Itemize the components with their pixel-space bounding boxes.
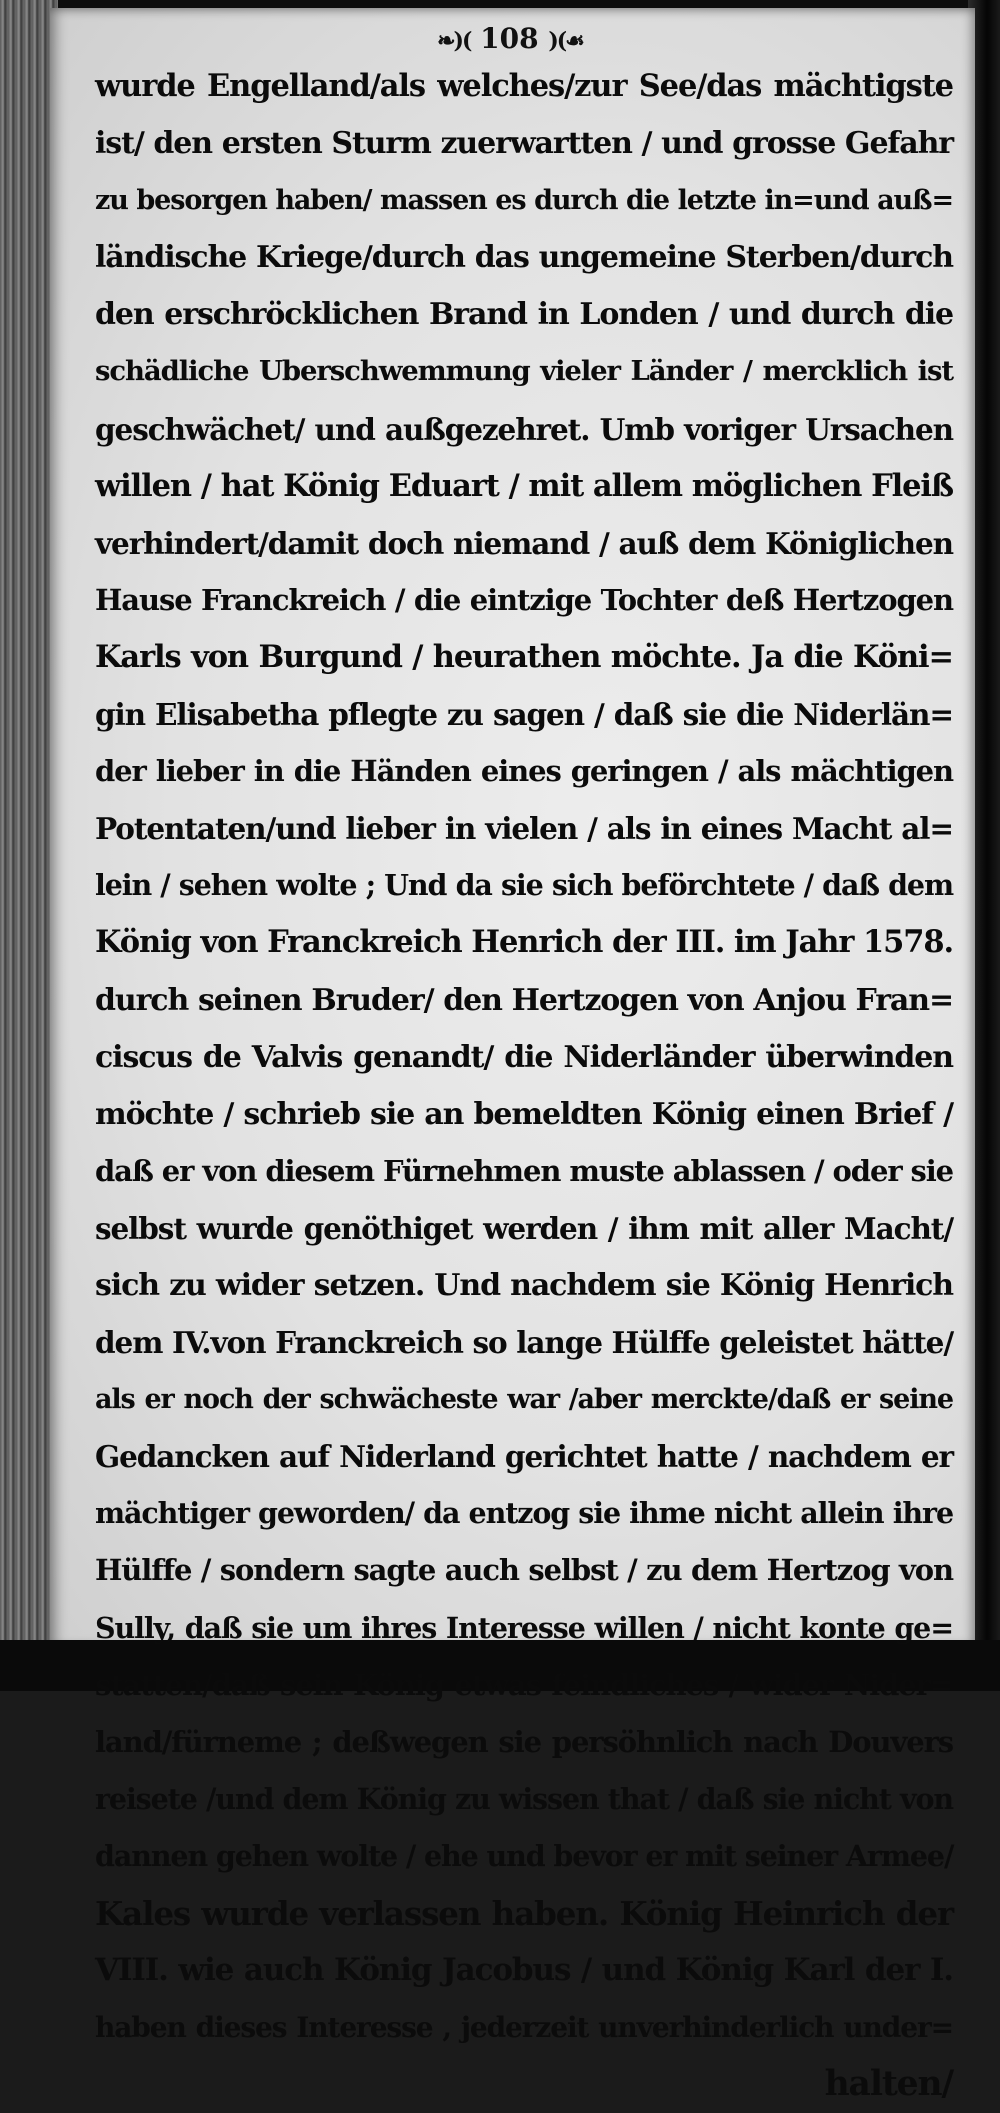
text-line: halten/ — [824, 2064, 953, 2105]
text-line: möchte / schrieb sie an bemeldten König einen Brief / — [95, 1096, 953, 1132]
text-line: statten/daß sein König etwas feindliches / wider Nider= — [95, 1667, 953, 1702]
text-line: daß er von diesem Fürnehmen muste ablassen / oder sie — [95, 1153, 953, 1188]
text-line: als er noch der schwächeste war /aber merckte/daß er seine — [95, 1384, 953, 1416]
text-line: geschwächet/ und außgezehret. Umb voriger Ursachen — [95, 411, 953, 447]
text-line: mächtiger geworden/ da entzog sie ihme nicht allein ihre — [95, 1496, 953, 1531]
text-line: Sully, daß sie um ihres Interesse willen / nicht konte ge= — [95, 1610, 953, 1645]
text-line: Hülffe / sondern sagte auch selbst / zu dem Hertzog von — [95, 1553, 953, 1588]
text-line: Hause Franckreich / die eintzige Tochter deß Hertzogen — [95, 582, 953, 617]
text-line: Karls von Burgund / heurathen möchte. Ja die Köni= — [95, 638, 953, 675]
text-line: wurde Engelland/als welches/zur See/das mächtigste — [95, 68, 953, 104]
left-ornament-icon: ❧)( — [437, 28, 471, 54]
text-line: land/fürneme ; deßwegen sie persöhnlich nach Douvers — [95, 1724, 953, 1759]
text-line: selbst wurde genöthiget werden / ihm mit aller Macht/ — [95, 1210, 953, 1246]
text-line: zu besorgen haben/ massen es durch die letzte in=und auß= — [95, 185, 953, 217]
text-line: König von Franckreich Henrich der III. im Jahr 1578. — [95, 924, 953, 961]
text-line: sich zu wider setzen. Und nachdem sie König Henrich — [95, 1267, 953, 1303]
text-line: ländische Kriege/durch das ungemeine Sterben/durch — [95, 240, 953, 276]
text-line: Potentaten/und lieber in vielen / als in eines Macht al= — [95, 811, 953, 847]
text-line: dannen gehen wolte / ehe und bevor er mit seiner Armee/ — [95, 1838, 954, 1873]
text-line: ist/ den ersten Sturm zuerwartten / und grosse Gefahr — [95, 126, 953, 162]
text-line: durch seinen Bruder/ den Hertzogen von Anjou Fran= — [95, 982, 953, 1018]
right-ornament-icon: )(☙ — [548, 28, 583, 54]
text-line: willen / hat König Eduart / mit allem möglichen Fleiß — [95, 467, 953, 504]
text-line: gin Elisabetha pflegte zu sagen / daß sie die Niderlän= — [95, 697, 953, 733]
text-line: haben dieses Interesse , jederzeit unverhinderlich under= — [95, 2011, 953, 2045]
text-line: reisete /und dem König zu wissen that / daß sie nicht von — [95, 1781, 953, 1816]
page-header — [380, 22, 640, 55]
text-line: VIII. wie auch König Jacobus / und König Karl der I. — [95, 1952, 953, 1989]
text-line: schädliche Uberschwemmung vieler Länder / mercklich ist — [95, 355, 953, 388]
page-number: 108 — [480, 22, 539, 55]
text-line: lein / sehen wolte ; Und da sie sich beförchtete / daß dem — [95, 868, 953, 903]
text-line: dem IV.von Franckreich so lange Hülffe geleistet hätte/ — [95, 1325, 953, 1361]
text-line: Gedancken auf Niderland gerichtet hatte / nachdem er — [95, 1439, 953, 1475]
text-line: der lieber in die Händen eines geringen / als mächtigen — [95, 754, 953, 789]
text-line: ciscus de Valvis genandt/ die Niderländer überwinden — [95, 1039, 953, 1075]
text-line: den erschröcklichen Brand in Londen / und durch die — [95, 297, 953, 333]
text-line: Kales wurde verlassen haben. König Heinrich der — [95, 1894, 953, 1933]
body-text — [95, 58, 953, 2113]
text-line: verhindert/damit doch niemand / auß dem Königlichen — [95, 525, 953, 561]
